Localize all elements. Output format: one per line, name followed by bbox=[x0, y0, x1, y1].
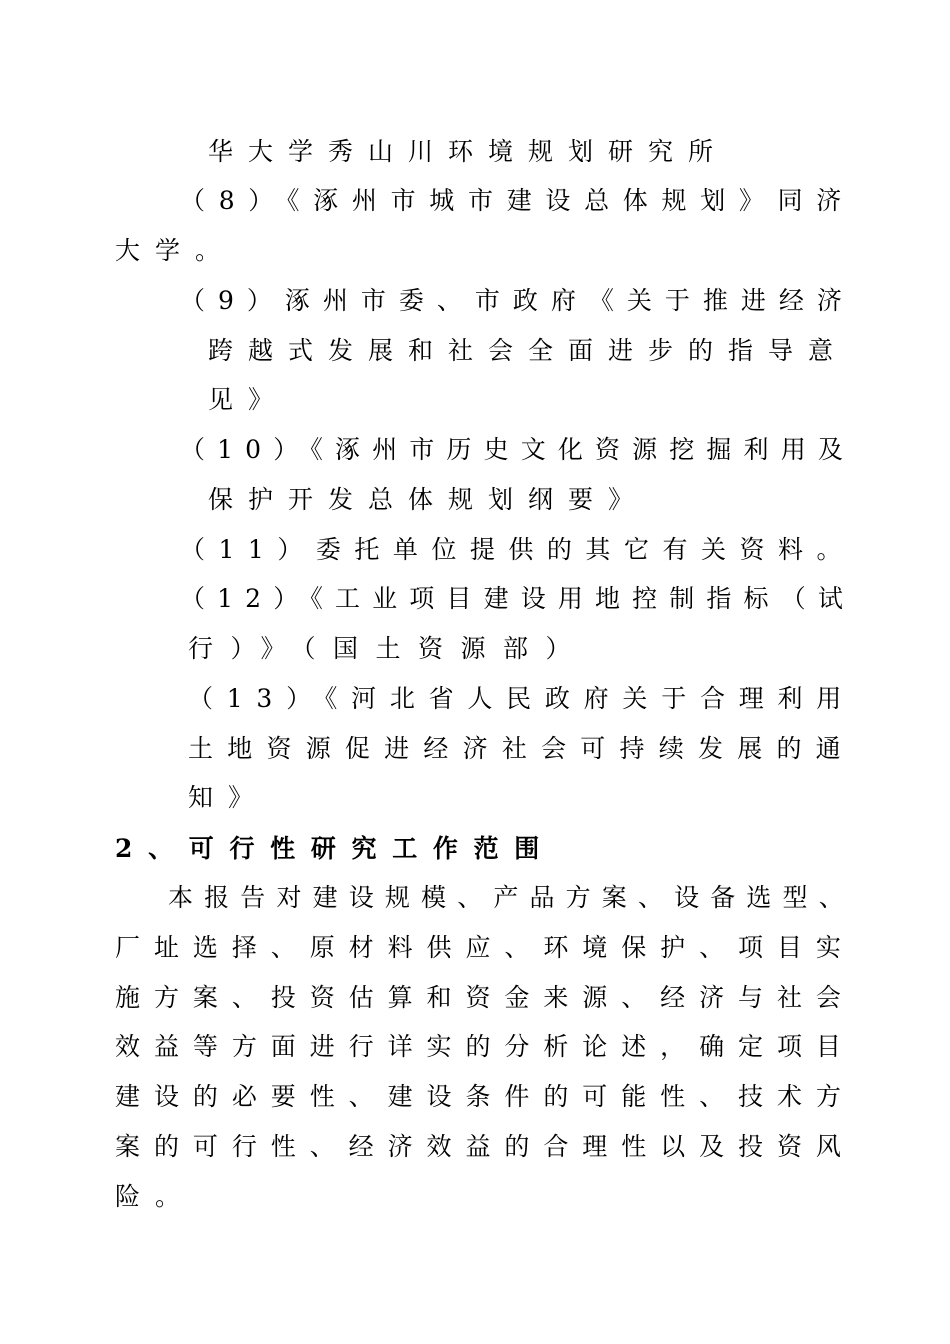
line-text: 保护开发总体规划纲要》 bbox=[208, 485, 649, 514]
text-line bbox=[188, 733, 855, 765]
text-line bbox=[115, 982, 855, 1014]
line-text: （8）《涿州市城市建设总体规划》同济 bbox=[180, 186, 856, 215]
text-line bbox=[180, 434, 855, 466]
text-line bbox=[115, 1031, 855, 1063]
line-text: 华大学秀山川环境规划研究所 bbox=[208, 137, 729, 166]
line-text: 施方案、投资估算和资金来源、经济与社会 bbox=[115, 983, 855, 1012]
line-text: 大学。 bbox=[115, 236, 235, 265]
text-line bbox=[115, 1131, 855, 1163]
text-line bbox=[180, 583, 855, 615]
line-text: 跨越式发展和社会全面进步的指导意 bbox=[208, 336, 849, 365]
text-line bbox=[115, 1181, 195, 1213]
text-line bbox=[180, 285, 855, 317]
text-line bbox=[168, 882, 855, 914]
line-text: （12）《工业项目建设用地控制指标（试 bbox=[180, 584, 855, 613]
line-text: 见》 bbox=[208, 385, 288, 414]
text-line bbox=[188, 683, 855, 715]
line-text: 厂址选择、原材料供应、环境保护、项目实 bbox=[115, 933, 855, 962]
text-line bbox=[208, 484, 648, 516]
line-text: 本报告对建设规模、产品方案、设备选型、 bbox=[168, 883, 855, 912]
line-text: 知》 bbox=[188, 783, 268, 812]
text-line bbox=[180, 534, 855, 566]
section-heading-text: 2、可行性研究工作范围 bbox=[115, 834, 555, 863]
line-text: （9）涿州市委、市政府《关于推进经济 bbox=[180, 286, 855, 315]
text-line bbox=[115, 235, 235, 267]
line-text: 效益等方面进行详实的分析论述，确定项目 bbox=[115, 1032, 855, 1061]
line-text: 险。 bbox=[115, 1182, 195, 1211]
text-line bbox=[115, 932, 855, 964]
text-line bbox=[188, 633, 588, 665]
section-heading bbox=[115, 833, 555, 865]
text-line bbox=[188, 782, 268, 814]
text-line bbox=[208, 136, 728, 168]
text-line bbox=[115, 1081, 855, 1113]
line-text: （13）《河北省人民政府关于合理利用 bbox=[188, 684, 855, 713]
line-text: 土地资源促进经济社会可持续发展的通 bbox=[188, 734, 855, 763]
text-line bbox=[180, 185, 855, 217]
text-line bbox=[208, 335, 848, 367]
text-line bbox=[208, 384, 288, 416]
line-text: 建设的必要性、建设条件的可能性、技术方 bbox=[115, 1082, 855, 1111]
line-text: （10）《涿州市历史文化资源挖掘利用及 bbox=[180, 435, 855, 464]
line-text: 行）》（国土资源部） bbox=[188, 634, 589, 663]
line-text: （11）委托单位提供的其它有关资料。 bbox=[180, 535, 855, 564]
line-text: 案的可行性、经济效益的合理性以及投资风 bbox=[115, 1132, 855, 1161]
